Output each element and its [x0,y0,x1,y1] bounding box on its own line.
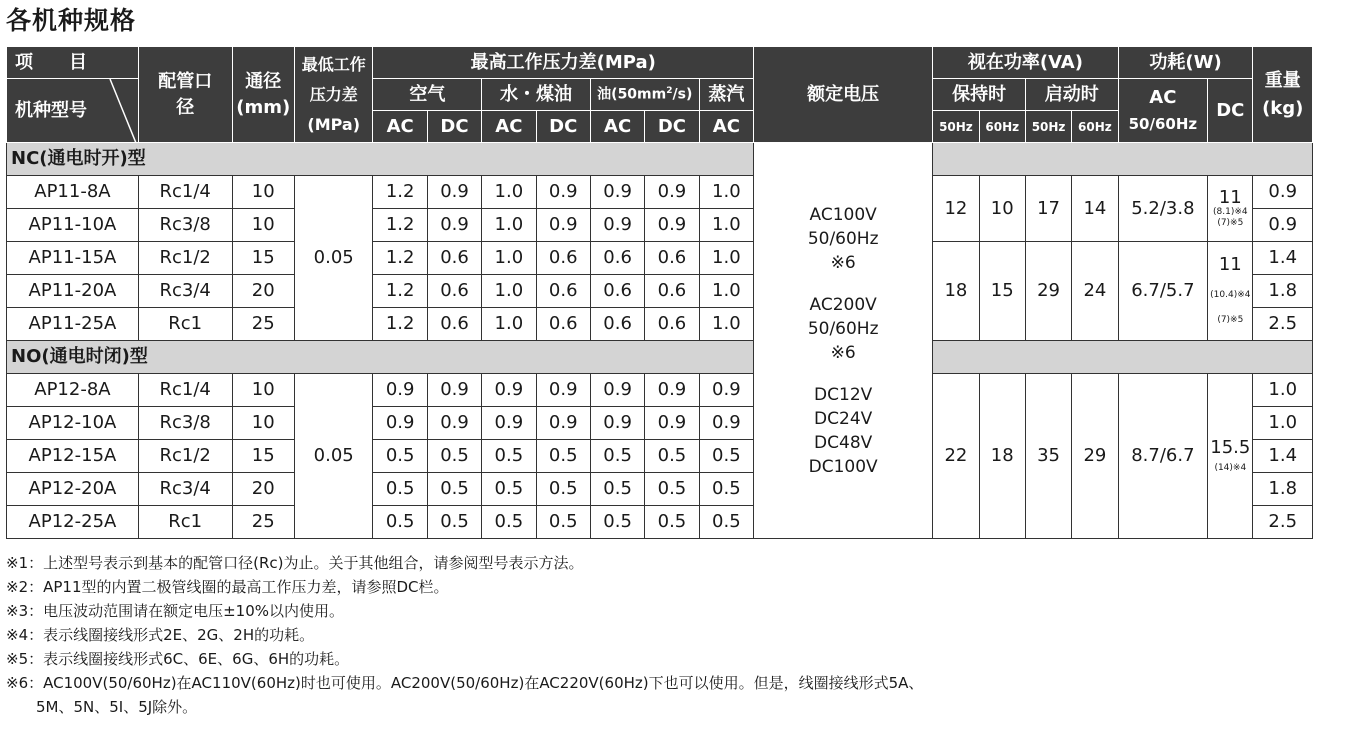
table-row-weight: 2.5 [1253,308,1313,341]
header-power-ac-line1: AC [1149,86,1177,108]
table-row-port: Rc1 [138,506,232,539]
table-cell-value: 0.5 [590,473,644,506]
header-oil [590,79,699,111]
table-cell-value: 0.5 [536,473,590,506]
header-holding-60hz: 60Hz [979,111,1025,143]
power-dc-g3-main: 15.5 [1210,436,1251,458]
table-cell-value: 1.0 [482,308,536,341]
holding-60hz-g1: 10 [979,176,1025,242]
table-cell-value: 0.6 [645,275,699,308]
table-cell-value: 0.6 [536,242,590,275]
table-cell-value: 0.5 [536,506,590,539]
table-cell-value: 0.5 [482,506,536,539]
section-no-fill [933,341,1313,374]
table-row-bore: 15 [232,242,294,275]
spec-table [6,46,1313,539]
table-cell-value: 0.5 [427,473,481,506]
table-cell-value: 1.0 [482,176,536,209]
table-cell-value: 0.9 [590,374,644,407]
voltage-line-2: 50/60Hz [807,228,879,249]
footnote-6-cont: 5M、5N、5I、5J除外。 [6,698,198,716]
holding-50hz-g1: 12 [933,176,979,242]
table-row-bore: 25 [232,506,294,539]
header-starting-50hz: 50Hz [1025,111,1071,143]
table-cell-value: 1.2 [373,308,427,341]
table-row-port: Rc3/4 [138,473,232,506]
header-bore-line1: 通径 [245,70,282,92]
min-pressure-no: 0.05 [294,374,373,539]
header-air-ac: AC [373,111,427,143]
power-dc-g1-note2: (7)※5 [1217,217,1244,228]
table-row-weight: 1.0 [1253,407,1313,440]
table-cell-value: 0.5 [482,473,536,506]
voltage-line-3: ※6 [830,252,856,273]
header-min-pressure-line1: 最低工作 [301,54,366,74]
table-row-bore: 25 [232,308,294,341]
header-apparent-power: 视在功率(VA) [933,47,1118,79]
table-cell-value: 0.9 [536,209,590,242]
header-oil-ac: AC [590,111,644,143]
power-dc-g1-note1: (8.1)※4 [1213,206,1248,217]
table-cell-value: 1.0 [482,275,536,308]
table-row-port: Rc1/2 [138,242,232,275]
table-cell-value: 0.6 [427,275,481,308]
table-cell-value: 1.0 [699,176,753,209]
table-cell-value: 0.9 [482,374,536,407]
header-weight [1253,47,1313,143]
table-cell-value: 1.0 [482,242,536,275]
table-cell-value: 0.6 [645,242,699,275]
table-cell-value: 0.6 [427,242,481,275]
header-oil-sup: 2 [666,86,673,97]
table-cell-value: 1.0 [482,209,536,242]
starting-60hz-g2: 24 [1072,242,1118,341]
header-holding: 保持时 [933,79,1026,111]
header-rated-voltage: 额定电压 [754,47,933,143]
table-cell-value: 0.5 [427,506,481,539]
header-water-dc: DC [536,111,590,143]
starting-50hz-g3: 35 [1025,374,1071,539]
header-oil-suffix: /s) [672,86,693,103]
header-bore [232,47,294,143]
table-row-bore: 10 [232,209,294,242]
header-air-dc: DC [427,111,481,143]
table-cell-value: 0.9 [699,407,753,440]
table-cell-value: 0.9 [536,407,590,440]
table-cell-value: 0.5 [590,440,644,473]
voltage-line-6: ※6 [830,342,856,363]
header-oil-prefix: 油(50mm [597,86,667,103]
table-row-port: Rc1/4 [138,176,232,209]
header-item: 项 目 [7,47,139,79]
table-row-model: AP11-10A [7,209,139,242]
starting-50hz-g2: 29 [1025,242,1071,341]
table-cell-value: 1.2 [373,242,427,275]
table-cell-value: 0.9 [536,176,590,209]
table-cell-value: 1.0 [699,275,753,308]
power-dc-g1 [1208,176,1253,242]
header-steam: 蒸汽 [699,79,753,111]
header-port: 配管口径 [138,47,232,143]
section-nc-label: NC(通电时开)型 [7,143,754,176]
table-cell-value: 0.9 [645,176,699,209]
header-min-pressure-line3: (MPa) [307,114,361,134]
header-steam-ac: AC [699,111,753,143]
starting-50hz-g1: 17 [1025,176,1071,242]
power-dc-g3-note1: (14)※4 [1214,462,1247,473]
table-cell-value: 0.9 [590,407,644,440]
table-cell-value: 1.2 [373,209,427,242]
header-min-pressure [294,47,373,143]
footnote-4: ※4：表示线圈接线形式2E、2G、2H的功耗。 [6,626,315,644]
header-water: 水・煤油 [482,79,591,111]
table-cell-value: 0.5 [536,440,590,473]
header-model [7,79,139,143]
header-air: 空气 [373,79,482,111]
power-dc-g2-note2: (7)※5 [1217,315,1244,325]
table-row-weight: 1.4 [1253,242,1313,275]
holding-50hz-g3: 22 [933,374,979,539]
table-cell-value: 0.5 [699,506,753,539]
table-row-port: Rc3/4 [138,275,232,308]
table-cell-value: 0.5 [645,440,699,473]
voltage-line-1: AC100V [809,204,877,225]
header-power: 功耗(W) [1118,47,1253,79]
header-bore-line2: (mm) [236,96,291,118]
table-row-port: Rc1 [138,308,232,341]
table-cell-value: 0.5 [373,440,427,473]
table-row-bore: 10 [232,407,294,440]
table-cell-value: 1.0 [699,209,753,242]
holding-60hz-g2: 15 [979,242,1025,341]
table-row-model: AP11-20A [7,275,139,308]
starting-60hz-g1: 14 [1072,176,1118,242]
table-row-weight: 1.8 [1253,275,1313,308]
power-ac-g2: 6.7/5.7 [1118,242,1208,341]
table-cell-value: 0.5 [427,440,481,473]
footnote-1: ※1：上述型号表示到基本的配管口径(Rc)为止。关于其他组合，请参阅型号表示方法。 [6,554,584,572]
table-cell-value: 0.5 [699,440,753,473]
table-cell-value: 0.6 [590,275,644,308]
power-dc-g3 [1208,374,1253,539]
table-row-model: AP11-15A [7,242,139,275]
page-title: 各机种规格 [6,6,137,35]
header-holding-50hz: 50Hz [933,111,979,143]
table-cell-value: 0.9 [427,176,481,209]
table-row-model: AP12-20A [7,473,139,506]
table-cell-value: 0.9 [590,209,644,242]
header-oil-dc: DC [645,111,699,143]
table-cell-value: 0.5 [373,473,427,506]
table-cell-value: 0.5 [373,506,427,539]
table-row-bore: 10 [232,374,294,407]
table-cell-value: 0.6 [590,308,644,341]
header-weight-line2: (kg) [1262,97,1304,119]
holding-60hz-g3: 18 [979,374,1025,539]
table-cell-value: 1.2 [373,176,427,209]
table-row-weight: 2.5 [1253,506,1313,539]
table-row-weight: 1.8 [1253,473,1313,506]
holding-50hz-g2: 18 [933,242,979,341]
table-row-model: AP12-15A [7,440,139,473]
header-weight-line1: 重量 [1264,69,1301,91]
table-row-port: Rc3/8 [138,407,232,440]
table-cell-value: 0.6 [536,275,590,308]
table-row-weight: 0.9 [1253,176,1313,209]
table-row-bore: 20 [232,473,294,506]
table-row-weight: 0.9 [1253,209,1313,242]
table-cell-value: 0.6 [645,308,699,341]
table-row-model: AP12-8A [7,374,139,407]
table-cell-value: 0.9 [427,209,481,242]
table-cell-value: 0.5 [645,473,699,506]
header-water-ac: AC [482,111,536,143]
starting-60hz-g3: 29 [1072,374,1118,539]
table-row-bore: 15 [232,440,294,473]
header-power-ac [1118,79,1208,143]
table-row-port: Rc1/2 [138,440,232,473]
header-starting-60hz: 60Hz [1072,111,1118,143]
header-starting: 启动时 [1025,79,1118,111]
footnote-3: ※3：电压波动范围请在额定电压±10%以内使用。 [6,602,345,620]
table-cell-value: 0.5 [590,506,644,539]
footnotes [6,551,923,719]
table-cell-value: 0.9 [645,407,699,440]
table-cell-value: 1.2 [373,275,427,308]
power-dc-g2-note1: (10.4)※4 [1210,290,1251,300]
table-cell-value: 0.9 [645,209,699,242]
voltage-line-7: DC12V [814,384,873,405]
power-dc-g2-main: 11 [1218,254,1242,275]
power-ac-g3: 8.7/6.7 [1118,374,1208,539]
table-row-port: Rc1/4 [138,374,232,407]
voltage-line-4: AC200V [809,294,877,315]
table-cell-value: 0.9 [536,374,590,407]
table-cell-value: 0.9 [645,374,699,407]
table-row-bore: 10 [232,176,294,209]
power-dc-g1-main: 11 [1218,186,1242,208]
voltage-line-10: DC100V [808,456,878,477]
table-cell-value: 0.6 [590,242,644,275]
table-cell-value: 0.9 [373,407,427,440]
header-max-pressure: 最高工作压力差(MPa) [373,47,754,79]
rated-voltage-cell [754,143,933,539]
table-cell-value: 0.6 [427,308,481,341]
table-cell-value: 0.9 [482,407,536,440]
table-cell-value: 1.0 [699,308,753,341]
diagonal-divider [108,79,138,143]
header-model-label: 机种型号 [15,99,87,121]
section-no-label: NO(通电时闭)型 [7,341,754,374]
table-cell-value: 0.9 [427,407,481,440]
voltage-line-8: DC24V [814,408,873,429]
min-pressure-nc: 0.05 [294,176,373,341]
table-cell-value: 0.5 [645,506,699,539]
table-row-model: AP11-8A [7,176,139,209]
header-power-dc: DC [1208,79,1253,143]
footnote-6: ※6：AC100V(50/60Hz)在AC110V(60Hz)时也可使用。AC200V(50/60Hz)在AC220V(60Hz)下也可以使用。但是，线圈接线形式5A、 [6,674,924,692]
table-row-bore: 20 [232,275,294,308]
table-cell-value: 0.5 [699,473,753,506]
table-row-model: AP12-10A [7,407,139,440]
table-cell-value: 0.5 [482,440,536,473]
table-row-port: Rc3/8 [138,209,232,242]
table-row-weight: 1.4 [1253,440,1313,473]
table-cell-value: 0.9 [427,374,481,407]
voltage-line-9: DC48V [814,432,873,453]
header-min-pressure-line2: 压力差 [309,84,358,104]
table-cell-value: 0.9 [590,176,644,209]
header-power-ac-line2: 50/60Hz [1128,114,1198,133]
footnote-2: ※2：AP11型的内置二极管线圈的最高工作压力差，请参照DC栏。 [6,578,449,596]
footnote-5: ※5：表示线圈接线形式6C、6E、6G、6H的功耗。 [6,650,350,668]
power-dc-g2 [1208,242,1253,341]
table-row-weight: 1.0 [1253,374,1313,407]
section-nc-fill [933,143,1313,176]
table-row-model: AP11-25A [7,308,139,341]
table-cell-value: 0.9 [373,374,427,407]
table-cell-value: 0.9 [699,374,753,407]
voltage-line-5: 50/60Hz [807,318,879,339]
table-row-model: AP12-25A [7,506,139,539]
table-cell-value: 1.0 [699,242,753,275]
table-cell-value: 0.6 [536,308,590,341]
power-ac-g1: 5.2/3.8 [1118,176,1208,242]
